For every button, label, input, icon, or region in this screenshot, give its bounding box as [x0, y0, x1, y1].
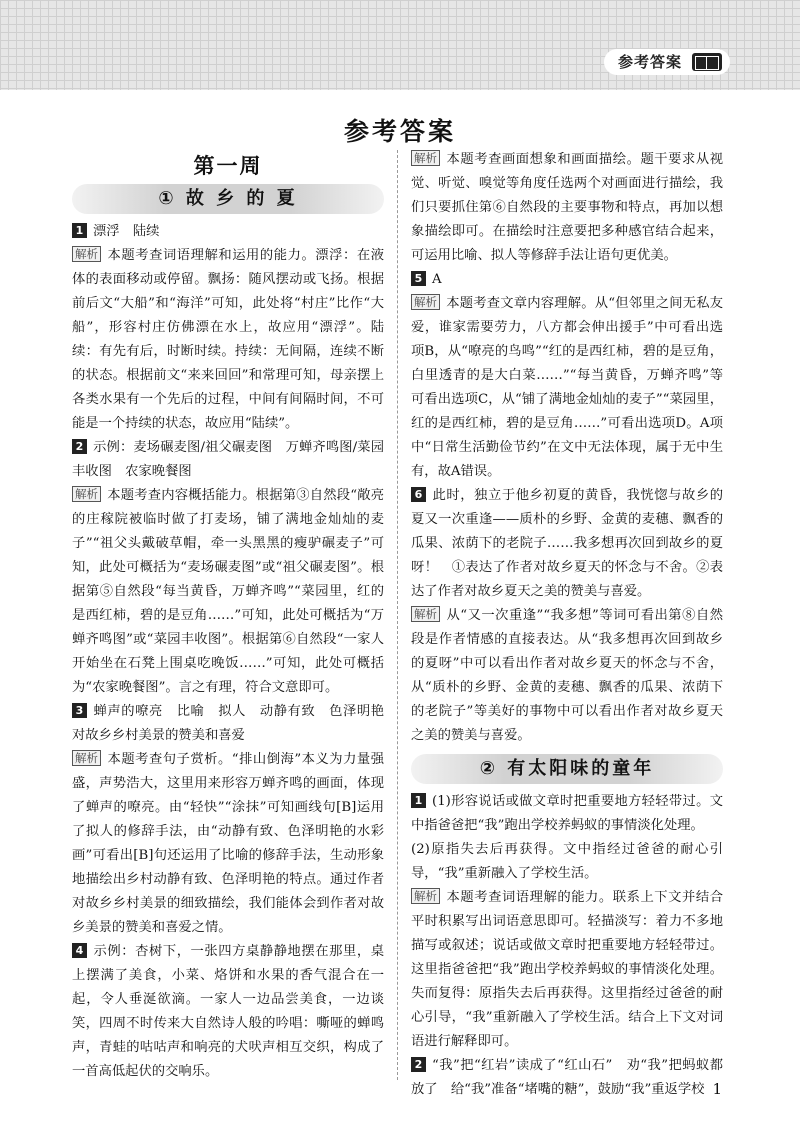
question-number: 2 — [411, 1057, 426, 1072]
analysis-label: 解析 — [411, 888, 440, 904]
analysis-4 — [411, 148, 723, 268]
s2-answer-1b: (2)原指失去后再获得。文中指经过爸爸的耐心引导，“我”重新融入了学校生活。 — [411, 842, 723, 881]
week-title: 第一周 — [193, 154, 263, 178]
answer-text: 漂浮 陆续 — [93, 224, 160, 239]
answer-text: A — [432, 272, 442, 287]
answer-6 — [411, 484, 723, 604]
analysis-2 — [72, 484, 384, 700]
analysis-5 — [411, 292, 723, 484]
page-number: 1 — [712, 1080, 722, 1098]
analysis-label: 解析 — [411, 294, 440, 310]
answer-5 — [411, 268, 723, 292]
question-number: 6 — [411, 487, 426, 502]
answer-4 — [72, 940, 384, 1084]
page-title: 参考答案 — [343, 117, 456, 146]
analysis-6 — [411, 604, 723, 748]
question-number: 3 — [72, 703, 87, 718]
answer-2 — [72, 436, 384, 484]
s2-answer-2 — [411, 1054, 723, 1102]
question-number: 1 — [72, 223, 87, 238]
analysis-label: 解析 — [72, 246, 101, 262]
answer-tag — [604, 49, 730, 75]
question-number: 2 — [72, 439, 87, 454]
s2-analysis-1 — [411, 886, 723, 1054]
analysis-text: 从“又一次重逢”“我多想”等词可看出第⑧自然段是作者情感的直接表达。从“我多想再次回到故乡的夏呀”中可以看出作者对故乡夏天的怀念与不舍，从“质朴的乡野、金黄的麦穗、飘香的瓜果、浓荫下的老院子”等美好的事物中可以看出作者对故乡夏天之美的赞美与喜爱。 — [411, 608, 723, 743]
answer-text: (1)形容说话或做文章时把重要地方轻轻带过。文中指爸爸把“我”跑出学校养蚂蚁的事情淡化处理。 — [411, 794, 723, 833]
analysis-text: 本题考查词语理解和运用的能力。漂浮：在液体的表面移动或停留。飘扬：随风摆动或飞扬。根据前后文“大船”和“海洋”可知，此处将“村庄”比作“大船”，形容村庄仿佛漂在水上，故应用“漂浮”。陆续：有先有后，时断时续。持续：无间隔，连续不断的状态。根据前文“来来回回”和常理可知，母亲摆上各类水果有一个先后的过程，中间有间隔时间，不可能是一个持续的状态，故应用“陆续”。 — [72, 248, 384, 431]
section-title-1: ① 故 乡 的 夏 — [72, 184, 384, 214]
header-band — [0, 0, 800, 90]
analysis-label: 解析 — [72, 486, 101, 502]
analysis-label: 解析 — [411, 606, 440, 622]
answer-text: “我”把“红岩”读成了“红山石” 劝“我”把蚂蚁都放了 给“我”准备“堵嘴的糖”，鼓励“我”重返学校 — [411, 1058, 723, 1097]
left-column — [72, 148, 398, 1084]
analysis-label: 解析 — [411, 150, 440, 166]
analysis-text: 本题考查句子赏析。“排山倒海”本义为力量强盛，声势浩大，这里用来形容万蝉齐鸣的画面，体现了蝉声的嘹亮。由“轻快”“涂抹”可知画线句[B]运用了拟人的修辞手法，由“动静有致、色泽明艳的水彩画”可看出[B]句还运用了比喻的修辞手法，生动形象地描绘出乡村动静有致、色泽明艳的特点。通过作者对故乡乡村美景的细致描绘，我们能体会到作者对故乡美景的赞美和喜爱之情。 — [72, 752, 384, 935]
answer-text: 此时，独立于他乡初夏的黄昏，我恍惚与故乡的夏又一次重逢——质朴的乡野、金黄的麦穗、飘香的瓜果、浓荫下的老院子……我多想再次回到故乡的夏呀！ ①表达了作者对故乡夏天的怀念与不舍。②表达了作者对故乡夏天之美的赞美与喜爱。 — [411, 488, 723, 599]
book-icon — [692, 53, 722, 71]
analysis-text: 本题考查词语理解的能力。联系上下文并结合平时积累写出词语意思即可。轻描淡写：着力不多地描写或叙述；说话或做文章时把重要地方轻轻带过。这里指爸爸把“我”跑出学校养蚂蚁的事情淡化处理。失而复得：原指失去后再获得。这里指经过爸爸的耐心引导，“我”重新融入了学校生活。结合上下文对词语进行解释即可。 — [411, 890, 723, 1049]
s2-answer-1a — [411, 790, 723, 838]
answer-text: 示例：麦场碾麦图/祖父碾麦图 万蝉齐鸣图/菜园丰收图 农家晚餐图 — [72, 440, 384, 479]
section-title-2: ② 有太阳味的童年 — [411, 754, 723, 784]
analysis-label: 解析 — [72, 750, 101, 766]
analysis-text: 本题考查画面想象和画面描绘。题干要求从视觉、听觉、嗅觉等角度任选两个对画面进行描绘，我们只要抓住第⑥自然段的主要事物和特点，再加以想象描绘即可。在描绘时注意要把多种感官结合起来，可运用比喻、拟人等修辞手法让语句更优美。 — [411, 152, 723, 263]
answer-1 — [72, 220, 384, 244]
answer-tag-label: 参考答案 — [617, 53, 682, 71]
right-column — [411, 148, 723, 1102]
answer-text: 蝉声的嘹亮 比喻 拟人 动静有致 色泽明艳 对故乡乡村美景的赞美和喜爱 — [72, 704, 398, 743]
question-number: 4 — [72, 943, 87, 958]
question-number: 1 — [411, 793, 426, 808]
answer-text: 示例：杏树下，一张四方桌静静地摆在那里，桌上摆满了美食，小菜、烙饼和水果的香气混合在一起，令人垂涎欲滴。一家人一边品尝美食，一边谈笑，四周不时传来大自然诗人般的吟唱：嘶哑的蝉鸣声，青蛙的咕咕声和响亮的犬吠声相互交织，构成了一首高低起伏的交响乐。 — [72, 944, 384, 1079]
column-divider — [397, 150, 398, 1080]
analysis-3 — [72, 748, 384, 940]
question-number: 5 — [411, 271, 426, 286]
analysis-1 — [72, 244, 384, 436]
analysis-text: 本题考查内容概括能力。根据第③自然段“敞亮的庄稼院被临时做了打麦场，铺了满地金灿灿的麦子”“祖父头戴破草帽，牵一头黑黑的瘦驴碾麦子”可知，此处可概括为“麦场碾麦图”或“祖父碾麦图”。根据第⑤自然段“每当黄昏，万蝉齐鸣”“菜园里，红的是西红柿，碧的是豆角……”可知，此处可概括为“万蝉齐鸣图”或“菜园丰收图”。根据第⑥自然段“一家人开始坐在石凳上围桌吃晚饭……”可知，此处可概括为“农家晚餐图”。言之有理，符合文意即可。 — [72, 488, 384, 695]
answer-3 — [72, 700, 398, 748]
analysis-text: 本题考查文章内容理解。从“但邻里之间无私友爱，谁家需要劳力，八方都会伸出援手”中可看出选项B，从“嘹亮的鸟鸣”“红的是西红柿，碧的是豆角，白里透青的是大白菜……”“每当黄昏，万蝉齐鸣”等可看出选项C，从“铺了满地金灿灿的麦子”“菜园里，红的是西红柿，碧的是豆角……”可看出选项D。A项中“日常生活勤俭节约”在文中无法体现，属于无中生有，故A错误。 — [411, 296, 723, 479]
